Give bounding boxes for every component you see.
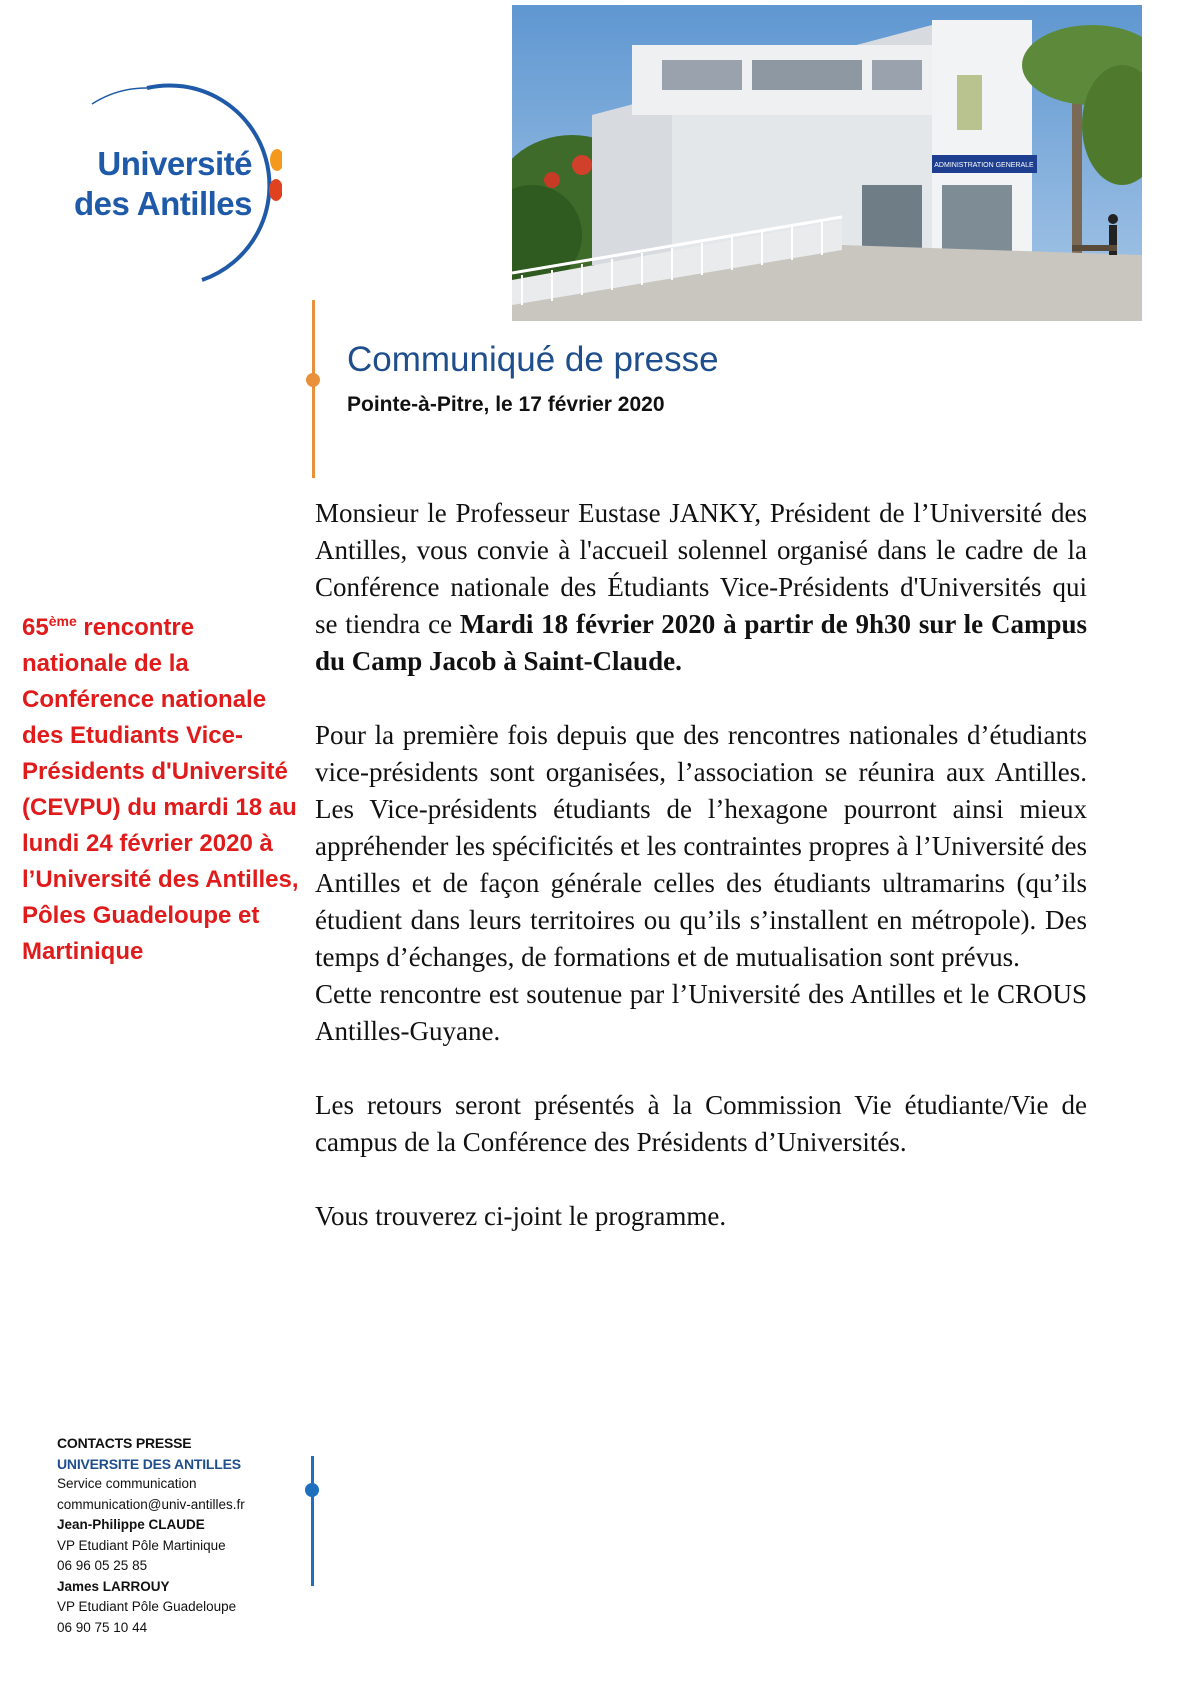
contacts-service: Service communication — [57, 1476, 197, 1491]
invitation-text: Monsieur le Professeur Eustase JANKY, Président de l’Université des Antilles, vous convie à l'accueil solennel organisé dans le cadre de la Conférence nationale des Étudiants Vice-Présidents d'Universités qui se tiendra ce — [315, 498, 1087, 639]
sidebar-ordinal-suffix: ème — [48, 613, 77, 629]
invitation-event-details: Mardi 18 février 2020 à partir de 9h30 sur le Campus du Camp Jacob à Saint-Claude. — [315, 609, 1088, 676]
contact-2-phone: 06 90 75 10 44 — [57, 1619, 148, 1635]
contacts-subtitle: UNIVERSITE DES ANTILLES — [57, 1455, 241, 1472]
contacts-email[interactable]: communication@univ-antilles.fr — [57, 1496, 245, 1512]
header-divider-line — [312, 300, 315, 478]
paragraph-invitation — [315, 495, 1087, 680]
logo-line-1: Université — [97, 145, 252, 182]
building-photo-illustration — [512, 5, 1142, 321]
contacts-title: CONTACTS PRESSE — [57, 1435, 192, 1451]
paragraph-support: Cette rencontre est soutenue par l’Université des Antilles et le CROUS Antilles-Guyane. — [315, 979, 1087, 1046]
press-contacts — [57, 1433, 297, 1638]
sign-text: ADMINISTRATION GENERALE — [934, 162, 1034, 169]
contact-1-name: Jean-Philippe CLAUDE — [57, 1517, 205, 1532]
page-title: Communiqué de presse — [347, 340, 719, 379]
contacts-divider-line — [311, 1456, 314, 1586]
contacts-divider-dot — [305, 1483, 319, 1497]
university-logo — [52, 82, 282, 292]
header-divider-dot — [306, 373, 320, 387]
sidebar-text: rencontre nationale de la Conférence nationale des Etudiants Vice-Présidents d'Université (CEVPU) du mardi 18 au lundi 24 février 2020 à l’Université des Antilles, Pôles Guadeloupe et Martinique — [22, 614, 299, 965]
paragraph-program: Vous trouverez ci-joint le programme. — [315, 1201, 727, 1231]
sidebar-highlight — [22, 610, 302, 970]
press-release-body — [315, 495, 1087, 1235]
paragraph-feedback: Les retours seront présentés à la Commission Vie étudiante/Vie de campus de la Conférence des Présidents d’Universités. — [315, 1090, 1087, 1157]
building-photo — [512, 5, 1142, 321]
press-release-date: Pointe-à-Pitre, le 17 février 2020 — [347, 393, 665, 416]
contact-1-role: VP Etudiant Pôle Martinique — [57, 1537, 226, 1553]
paragraph-context: Pour la première fois depuis que des rencontres nationales d’étudiants vice-présidents sont organisées, l’association se réunira aux Antilles. Les Vice-présidents étudiants de l’hexagone pourront ainsi mieux appréhender les spécificités et les contraintes propres à l’Université des Antilles et de façon générale celles des étudiants ultramarins (qu’ils étudient dans leurs territoires ou qu’ils s’installent en métropole). Des temps d’échanges, de formations et de mutualisation sont prévus. — [315, 720, 1087, 972]
contact-1-phone: 06 96 05 25 85 — [57, 1558, 148, 1573]
sidebar-ordinal: 65 — [22, 614, 49, 641]
contact-2-name: James LARROUY — [57, 1578, 170, 1594]
logo-line-2: des Antilles — [74, 185, 252, 222]
contact-2-role: VP Etudiant Pôle Guadeloupe — [57, 1599, 237, 1614]
logo-wordmark — [52, 144, 252, 224]
